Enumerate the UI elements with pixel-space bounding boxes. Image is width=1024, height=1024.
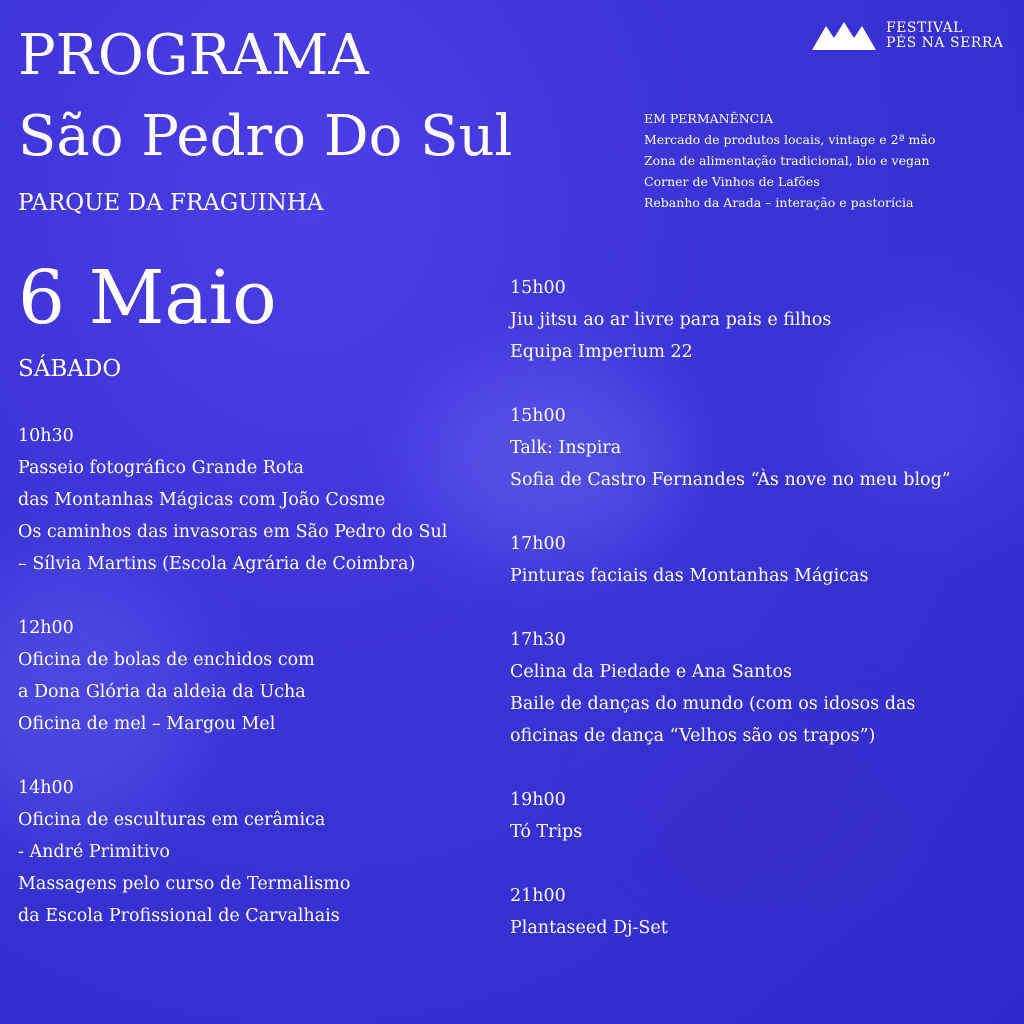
- schedule-time: 17h30: [510, 630, 566, 650]
- permanent-item: Rebanho da Arada – interação e pastorícia: [644, 195, 914, 210]
- schedule-line: da Escola Profissional de Carvalhais: [18, 906, 340, 926]
- schedule-line: Jiu jitsu ao ar livre para pais e filhos: [510, 310, 832, 330]
- venue-label: PARQUE DA FRAGUINHA: [18, 190, 324, 216]
- schedule-line: – Sílvia Martins (Escola Agrária de Coimbra): [18, 554, 416, 574]
- permanent-heading: EM PERMANÊNCIA: [644, 111, 774, 126]
- schedule-line: Baile de danças do mundo (com os idosos das: [510, 694, 916, 714]
- schedule-line: Os caminhos das invasoras em São Pedro do Sul: [18, 522, 448, 542]
- schedule-entry: [510, 880, 951, 944]
- schedule-line: Sofia de Castro Fernandes “Às nove no meu blog”: [510, 470, 951, 490]
- permanent-item: Mercado de produtos locais, vintage e 2ª mão: [644, 132, 936, 147]
- schedule-entry: [18, 420, 447, 580]
- schedule-entry: [18, 612, 447, 740]
- event-date: 6 Maio: [18, 255, 277, 341]
- schedule-time: 14h00: [18, 778, 74, 798]
- schedule-right-column: [510, 272, 951, 976]
- schedule-line: Oficina de esculturas em cerâmica: [18, 810, 326, 830]
- event-weekday: SÁBADO: [18, 356, 122, 382]
- schedule-line: Celina da Piedade e Ana Santos: [510, 662, 792, 682]
- schedule-time: 19h00: [510, 790, 566, 810]
- schedule-entry: [510, 624, 951, 752]
- schedule-time: 10h30: [18, 426, 74, 446]
- schedule-line: Equipa Imperium 22: [510, 342, 693, 362]
- festival-logo: [812, 20, 1004, 52]
- schedule-time: 12h00: [18, 618, 74, 638]
- schedule-line: a Dona Glória da aldeia da Ucha: [18, 682, 306, 702]
- schedule-left-column: [18, 420, 447, 964]
- page-subtitle: São Pedro Do Sul: [18, 104, 513, 169]
- schedule-time: 17h00: [510, 534, 566, 554]
- schedule-line: Passeio fotográfico Grande Rota: [18, 458, 304, 478]
- schedule-entry: [18, 772, 447, 932]
- schedule-entry: [510, 784, 951, 848]
- schedule-time: 15h00: [510, 406, 566, 426]
- schedule-line: Plantaseed Dj-Set: [510, 918, 668, 938]
- permanent-item: Corner de Vinhos de Lafões: [644, 174, 820, 189]
- schedule-entry: [510, 528, 951, 592]
- logo-text: [886, 21, 1004, 51]
- permanent-section: [644, 108, 935, 213]
- logo-line2: PÉS NA SERRA: [886, 35, 1004, 51]
- schedule-line: Talk: Inspira: [510, 438, 622, 458]
- schedule-line: das Montanhas Mágicas com João Cosme: [18, 490, 386, 510]
- permanent-item: Zona de alimentação tradicional, bio e vegan: [644, 153, 930, 168]
- schedule-line: Pinturas faciais das Montanhas Mágicas: [510, 566, 869, 586]
- schedule-time: 21h00: [510, 886, 566, 906]
- page-title: PROGRAMA: [18, 23, 369, 88]
- schedule-line: Oficina de bolas de enchidos com: [18, 650, 315, 670]
- schedule-line: - André Primitivo: [18, 842, 170, 862]
- schedule-entry: [510, 272, 951, 368]
- logo-line1: FESTIVAL: [886, 20, 963, 36]
- schedule-entry: [510, 400, 951, 496]
- schedule-line: Oficina de mel – Margou Mel: [18, 714, 276, 734]
- schedule-line: Massagens pelo curso de Termalismo: [18, 874, 351, 894]
- schedule-time: 15h00: [510, 278, 566, 298]
- schedule-line: oficinas de dança “Velhos são os trapos”): [510, 726, 876, 746]
- schedule-line: Tó Trips: [510, 822, 583, 842]
- mountains-icon: [812, 20, 876, 52]
